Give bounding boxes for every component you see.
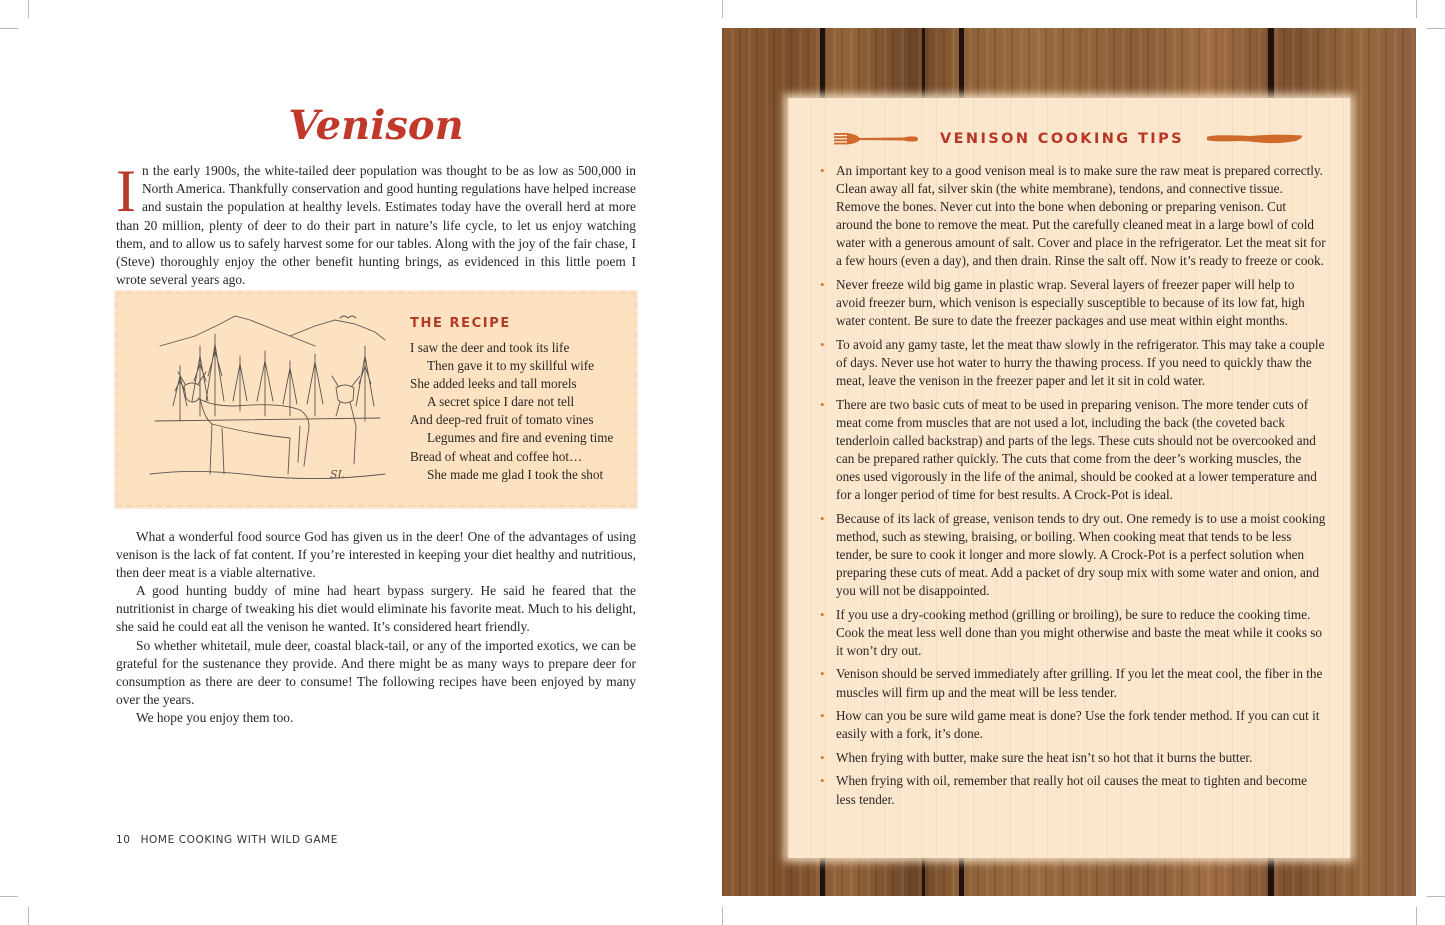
deer-sketch-illustration [140, 306, 395, 496]
body-text [116, 528, 636, 727]
poem-line: I saw the deer and took its life [410, 340, 570, 355]
right-page-wood-background [722, 28, 1416, 896]
knife-icon [1206, 132, 1304, 146]
crop-mark [722, 907, 723, 925]
recipe-poem-box [116, 292, 636, 507]
bullet-icon: • [820, 708, 825, 724]
bullet-icon: • [820, 749, 825, 765]
drop-cap: I [116, 158, 136, 224]
tips-heading: VENISON COOKING TIPS [940, 131, 1184, 147]
tip-item: • Because of its lack of grease, venison tends to dry out. One remedy is to use a moist cooking method, such as stewing, braising, or boiling. When cooking meat that tends to be less tender, be sure to cook it longer and more slowly. A Crock-Pot is a perfect solution when preparing these cuts of meat. Add a packet of dry soup mix with some water and onion, and you will not be disappointed. [820, 510, 1326, 599]
poem-line: And deep-red fruit of tomato vines [410, 412, 594, 428]
poem-line: Then gave it to my skillful wife [427, 358, 595, 374]
tip-item: • An important key to a good venison meal is to make sure the raw meat is prepared correctly. Clean away all fat, silver skin (the white membrane), tendons, and connective tissue. Remove the bones. Never cut into the bone when deboning or preparing venison. Cut around the bone to remove the meat. Put the carefully cleaned meat in a large bowl of cold water with a generous amount of salt. Cover and place in the refrigerator. Let the meat sit for a few hours (even a day), and then drain. Rinse the salt off. Now it’s ready to freeze or cook. [820, 163, 1326, 269]
cooking-tips-panel [788, 98, 1350, 858]
bullet-icon: • [820, 773, 825, 789]
page-footer [116, 834, 338, 846]
crop-mark [1416, 0, 1417, 18]
bullet-icon: • [820, 163, 825, 178]
bullet-icon: • [820, 510, 825, 526]
tip-item: • How can you be sure wild game meat is done? Use the fork tender method. If you can cut it easily with a fork, it’s done. [820, 708, 1320, 742]
tip-item: • To avoid any gamy taste, let the meat thaw slowly in the refrigerator. This may take a couple of days. Never use hot water to hurry the thawing process. If you need to quickly thaw the meat, leave the venison in the freezer paper and let it sit in cold water. [820, 336, 1325, 389]
left-page [0, 0, 722, 925]
bullet-icon: • [820, 606, 825, 622]
recipe-poem [410, 316, 635, 484]
fork-icon [834, 132, 918, 146]
tip-item: • There are two basic cuts of meat to be used in preparing venison. The more tender cuts of meat come from muscles that are not used a lot, including the back (the coveted back tenderloin called backstrap) and parts of the legs. These cuts should not be overcooked and can be prepared rather quickly. The cuts that come from the deer’s working muscles, the ones used vigorously in the life of the animal, should be cooked at a lower temperature and for a longer period of time for best results. A Crock-Pot is ideal. [820, 396, 1317, 503]
bullet-icon: • [820, 396, 825, 412]
body-paragraph: A good hunting buddy of mine had heart bypass surgery. He said he feared that the nutritionist in charge of tweaking his diet would eliminate his favorite meat. Much to his delight, she said he could eat all the venison he wanted. It’s considered heart friendly. [116, 583, 636, 635]
crop-mark [722, 0, 723, 18]
recipe-heading: THE RECIPE [410, 316, 511, 331]
intro-paragraph [116, 158, 636, 289]
poem-line: She made me glad I took the shot [427, 466, 604, 482]
poem-line: Legumes and fire and evening time [427, 430, 614, 446]
body-paragraph: So whether whitetail, mule deer, coastal black-tail, or any of the imported exotics, we can be grateful for the sustenance they provide. And there might be as many ways to prepare deer for consumption as there are deer to consume! The following recipes have been enjoyed by many over the years. [116, 637, 636, 707]
body-paragraph: What a wonderful food source God has given us in the deer! One of the advantages of using venison is the lack of fat content. If you’re interested in keeping your diet healthy and nutritious, then deer meat is a viable alternative. [116, 529, 636, 581]
tip-item: • Venison should be served immediately after grilling. If you let the meat cool, the fiber in the muscles will firm up and the meat will be less tender. [820, 666, 1323, 700]
bullet-icon: • [820, 336, 825, 352]
body-paragraph: We hope you enjoy them too. [136, 709, 294, 725]
tip-item: • When frying with butter, make sure the heat isn’t so hot that it burns the butter. [818, 749, 1326, 767]
tip-item: • When frying with oil, remember that really hot oil causes the meat to tighten and become less tender. [820, 773, 1307, 807]
tip-item: • Never freeze wild big game in plastic wrap. Several layers of freezer paper will help to avoid freezer burn, which venison is especially susceptible to because of its low fat, high water content. Be sure to date the freezer packages and use meat within eight months. [820, 277, 1305, 329]
page-title: Venison [288, 102, 464, 149]
artist-signature: SL [330, 468, 345, 481]
poem-line: A secret spice I dare not tell [427, 394, 575, 410]
running-head: HOME COOKING WITH WILD GAME [140, 834, 339, 846]
crop-mark [1416, 907, 1417, 925]
bullet-icon: • [820, 277, 825, 293]
tips-header [788, 128, 1350, 150]
poem-line: She added leeks and tall morels [410, 376, 577, 392]
crop-mark [1427, 896, 1445, 897]
tip-item: • If you use a dry-cooking method (grilling or broiling), be sure to reduce the cooking time. Cook the meat less well done than you might otherwise and baste the meat while it cooks so it won’t dry out. [820, 606, 1323, 658]
bullet-icon: • [820, 666, 825, 682]
page-number: 10 [116, 834, 131, 846]
intro-text: n the early 1900s, the white-tailed deer population was thought to be as low as 500,000 in North America. Thankfully conservation and good hunting regulations have helped increase and sustain the population at healthy levels. Estimates today have the overall herd at more than 20 million, plenty of deer to do their part in nature’s life cycle, to let us enjoy watching them, and to allow us to safely harvest some for our tables. Along with the joy of the fair chase, I (Steve) thoroughly enjoy the other benefit hunting brings, as evidenced in this little poem I wrote several years ago. [116, 163, 636, 288]
crop-mark [1427, 28, 1445, 29]
poem-line: Bread of wheat and coffee hot… [410, 448, 583, 464]
tips-list [818, 162, 1326, 814]
